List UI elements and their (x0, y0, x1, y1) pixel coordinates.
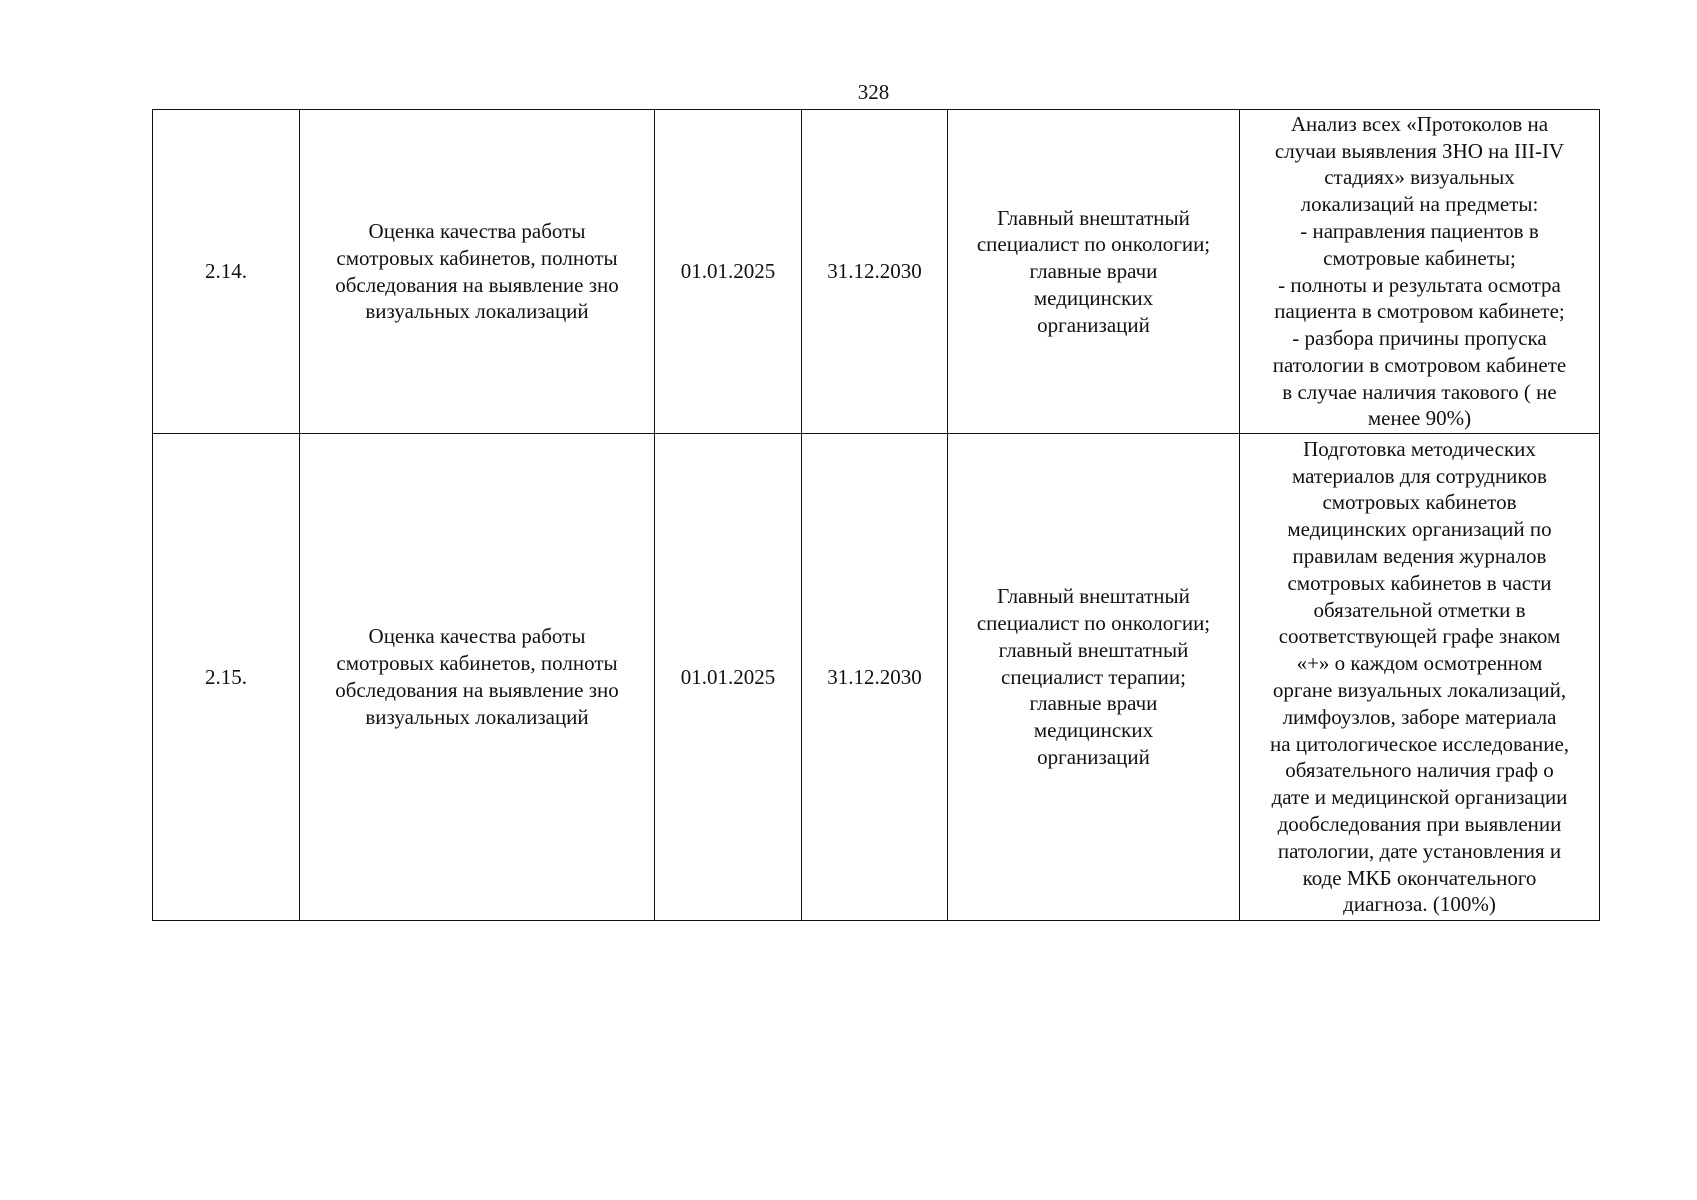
responsible-line: медицинских (1033, 285, 1154, 310)
responsible-cell (948, 434, 1240, 921)
result-line: случаи выявления ЗНО на III-IV (1274, 138, 1565, 163)
responsible-line: медицинских (1033, 718, 1154, 743)
result-line: лимфоузлов, заборе материала (1282, 704, 1557, 729)
start-date-cell: 01.01.2025 (655, 434, 802, 921)
result-line: локализаций на предметы: (1300, 192, 1539, 217)
result-cell (1240, 434, 1600, 921)
result-line: диагноза. (100%) (1343, 892, 1496, 917)
activity-cell (300, 110, 655, 434)
activity-line: Оценка качества работы (368, 218, 586, 243)
result-line: - полноты и результата осмотра (1278, 272, 1561, 297)
activity-line: смотровых кабинетов, полноты (336, 245, 618, 270)
end-date-cell: 31.12.2030 (802, 110, 948, 434)
item-number-cell: 2.14. (153, 110, 300, 434)
table-row (153, 434, 1600, 921)
responsible-line: Главный внештатный (997, 584, 1190, 609)
plan-table (152, 109, 1600, 921)
result-line: «+» о каждом осмотренном (1296, 651, 1543, 676)
result-line: смотровые кабинеты; (1323, 245, 1516, 270)
result-line: смотровых кабинетов в части (1287, 570, 1552, 595)
result-line: смотровых кабинетов (1322, 490, 1517, 515)
result-line: в случае наличия такового ( не (1282, 379, 1557, 404)
result-line: материалов для сотрудников (1292, 463, 1547, 488)
result-line: менее 90%) (1367, 406, 1472, 431)
responsible-line: главные врачи (1029, 259, 1158, 284)
responsible-line: Главный внештатный (997, 205, 1190, 230)
result-line: на цитологическое исследование, (1269, 731, 1570, 756)
responsible-line: специалист терапии; (1001, 664, 1186, 689)
result-line: медицинских организаций по (1287, 517, 1552, 542)
activity-line: обследования на выявление зно (335, 272, 619, 297)
result-line: - разбора причины пропуска (1292, 326, 1547, 351)
activity-line: визуальных локализаций (365, 704, 589, 729)
responsible-line: специалист по онкологии; (976, 232, 1211, 257)
table-row (153, 110, 1600, 434)
responsible-cell (948, 110, 1240, 434)
activity-line: визуальных локализаций (365, 299, 589, 324)
responsible-line: организаций (1037, 744, 1150, 769)
responsible-line: организаций (1037, 312, 1150, 337)
result-line: обязательного наличия граф о (1285, 758, 1554, 783)
page-number: 328 (857, 80, 890, 104)
activity-line: Оценка качества работы (368, 624, 586, 649)
result-line: Подготовка методических (1303, 436, 1536, 461)
result-line: органе визуальных локализаций, (1272, 678, 1567, 702)
end-date-cell: 31.12.2030 (802, 434, 948, 921)
result-line: патологии в смотровом кабинете (1272, 352, 1567, 377)
result-line: коде МКБ окончательного (1302, 865, 1537, 890)
result-line: - направления пациентов в (1300, 218, 1539, 243)
responsible-line: главные врачи (1029, 691, 1158, 716)
result-line: Анализ всех «Протоколов на (1290, 111, 1549, 136)
activity-line: обследования на выявление зно (335, 678, 619, 702)
result-line: правилам ведения журналов (1292, 544, 1547, 569)
responsible-line: специалист по онкологии; (976, 611, 1211, 635)
start-date-cell: 01.01.2025 (655, 110, 802, 434)
result-line: дообследования при выявлении (1277, 811, 1562, 836)
result-line: соответствующей графе знаком (1278, 624, 1561, 649)
result-line: пациента в смотровом кабинете; (1274, 299, 1565, 324)
result-line: стадиях» визуальных (1324, 165, 1515, 190)
activity-line: смотровых кабинетов, полноты (336, 651, 618, 676)
result-cell (1240, 110, 1600, 434)
activity-cell (300, 434, 655, 921)
result-line: патологии, дате установления и (1277, 838, 1562, 863)
result-line: обязательной отметки в (1313, 597, 1526, 622)
item-number-cell: 2.15. (153, 434, 300, 921)
responsible-line: главный внештатный (998, 637, 1189, 662)
result-line: дате и медицинской организации (1271, 785, 1568, 810)
